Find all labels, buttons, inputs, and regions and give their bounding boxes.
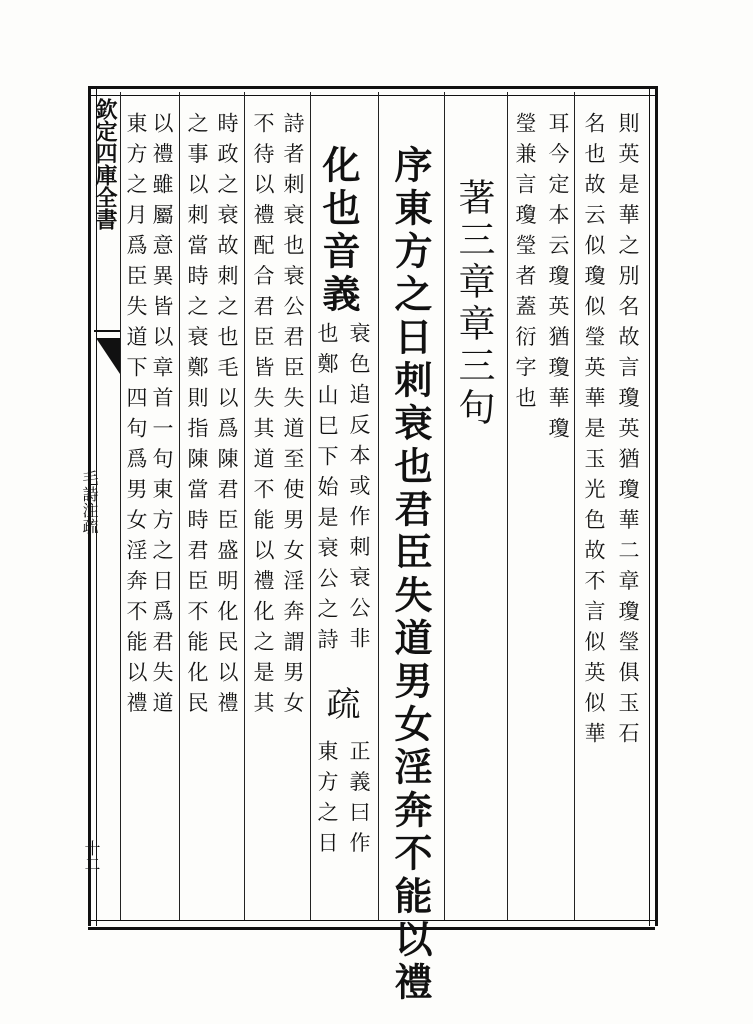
fishtail-rule (94, 330, 120, 332)
yinyi-note-left-a: 也鄭 (315, 322, 339, 383)
yinyi-note-left-b: 山巳下始是衰公之詩 (315, 384, 339, 659)
text-column-1-left: 名也故云似瓊似瑩英華是玉光色故不言似英似華 (582, 112, 606, 753)
text-column-8-right: 以禮雖屬意異皆以章首一句東方之日爲君失道 (150, 112, 174, 722)
column-rule (244, 92, 245, 920)
shu-heading-right: 正義曰作 (347, 740, 371, 862)
column-rule (507, 92, 508, 920)
margin-book-title: 毛詩注疏 (80, 470, 99, 534)
preface-line-end: 化也音義 (316, 145, 361, 317)
text-column-6-left: 不待以禮配合君臣皆失其道不能以禮化之是其 (251, 112, 275, 722)
column-rule (179, 92, 180, 920)
yinyi-note-right: 衰色追反本或作刺衰公非 (347, 322, 371, 658)
text-column-2-left: 瑩兼言瓊瑩者蓋衍字也 (513, 112, 537, 417)
frame-top-border (88, 86, 655, 96)
text-column-7-left: 之事以刺當時之衰鄭則指陳當時君臣不能化民 (185, 112, 209, 722)
column-rule (444, 92, 445, 920)
shu-heading-left: 東方之日 (315, 740, 339, 862)
text-column-2-right: 耳今定本云瓊英猶瓊華瓊 (546, 112, 570, 448)
margin-divider (120, 92, 121, 920)
column-rule (310, 92, 311, 920)
frame-right-border (649, 86, 658, 926)
text-column-6-right: 詩者刺衰也衰公君臣失道至使男女淫奔謂男女 (281, 112, 305, 722)
column-rule (378, 92, 379, 920)
fishtail-mark (96, 338, 120, 374)
chapter-count: 著三章章三句 (452, 178, 495, 430)
column-rule (574, 92, 575, 920)
frame-bottom-border (88, 920, 655, 930)
text-column-7-right: 時政之衰故刺之也毛以爲陳君臣盛明化民以禮 (215, 112, 239, 722)
text-column-1-right: 則英是華之別名故言瓊英猶瓊華二章瓊瑩俱玉石 (616, 112, 640, 753)
preface-line: 序東方之日刺衰也君臣失道男女淫奔不能以禮 (388, 145, 433, 1005)
shu-marker: 疏 (320, 686, 360, 725)
margin-title: 欽定四庫全書 (92, 98, 118, 230)
margin-page-number: 十二 (82, 840, 101, 872)
text-column-8-left: 東方之月爲臣失道下四句爲男女淫奔不能以禮 (124, 112, 148, 722)
